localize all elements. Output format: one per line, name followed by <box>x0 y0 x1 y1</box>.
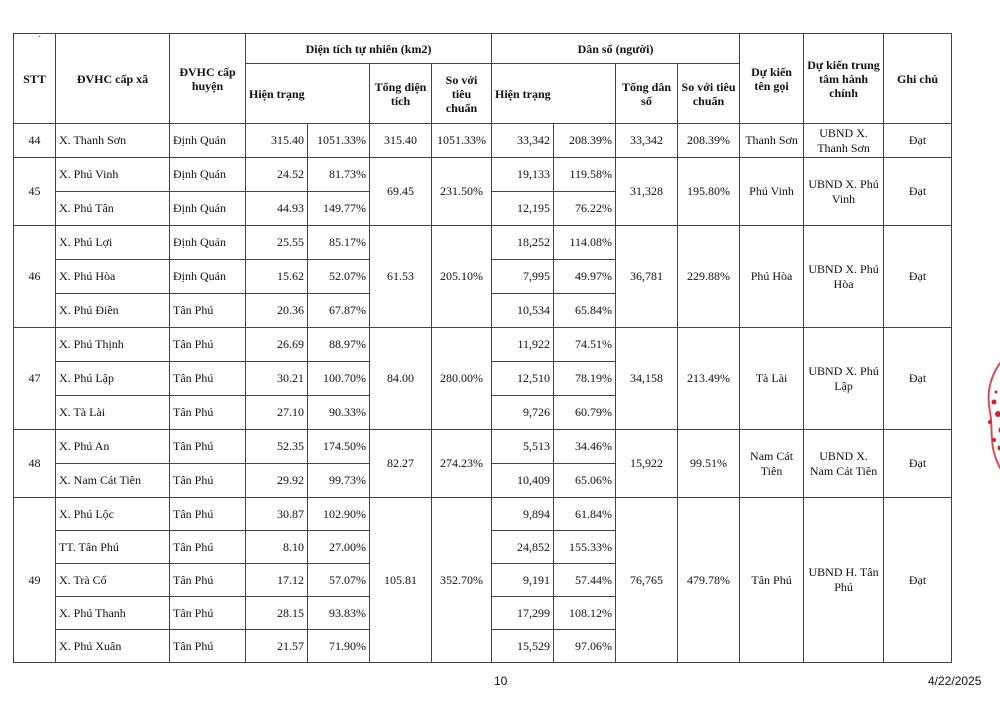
pop-total-pct-cell: 213.49% <box>678 328 740 430</box>
area-current-cell: 26.69 <box>246 328 308 362</box>
district-cell: Định Quán <box>170 226 246 260</box>
col-header-tong-dt: Tổng diện tích <box>370 64 432 124</box>
pop-pct-cell: 49.97% <box>554 260 616 294</box>
area-current-cell: 30.21 <box>246 362 308 396</box>
commune-cell: X. Phú Vinh <box>56 158 170 192</box>
note-cell: Đạt <box>884 328 952 430</box>
commune-cell: X. Phú An <box>56 430 170 464</box>
pop-current-cell: 17,299 <box>492 597 554 630</box>
pop-pct-cell: 208.39% <box>554 124 616 158</box>
stt-cell: 48 <box>14 430 56 498</box>
area-current-cell: 20.36 <box>246 294 308 328</box>
district-cell: Định Quán <box>170 158 246 192</box>
commune-cell: X. Phú Lập <box>56 362 170 396</box>
district-cell: Tân Phú <box>170 630 246 663</box>
district-cell: Tân Phú <box>170 430 246 464</box>
proposed-name-cell: Phú Vinh <box>740 158 804 226</box>
area-current-cell: 52.35 <box>246 430 308 464</box>
col-header-huyen: ĐVHC cấp huyện <box>170 34 246 124</box>
area-total-pct-cell: 1051.33% <box>432 124 492 158</box>
col-header-stt: STT <box>14 34 56 124</box>
area-current-cell: 8.10 <box>246 531 308 564</box>
pop-total-cell: 15,922 <box>616 430 678 498</box>
admin-center-cell: UBND X. Thanh Sơn <box>804 124 884 158</box>
table-body <box>14 124 952 663</box>
area-pct-cell: 90.33% <box>308 396 370 430</box>
area-current-cell: 28.15 <box>246 597 308 630</box>
area-pct-cell: 85.17% <box>308 226 370 260</box>
area-pct-cell: 81.73% <box>308 158 370 192</box>
col-header-ghi-chu: Ghi chú <box>884 34 952 124</box>
print-date: 4/22/2025 <box>928 674 982 688</box>
pop-current-cell: 11,922 <box>492 328 554 362</box>
pop-total-cell: 36,781 <box>616 226 678 328</box>
pop-total-cell: 34,158 <box>616 328 678 430</box>
pop-pct-cell: 76.22% <box>554 192 616 226</box>
pop-total-pct-cell: 208.39% <box>678 124 740 158</box>
commune-cell: X. Phú Lộc <box>56 498 170 531</box>
area-pct-cell: 174.50% <box>308 430 370 464</box>
note-cell: Đạt <box>884 226 952 328</box>
pop-current-cell: 18,252 <box>492 226 554 260</box>
area-pct-cell: 1051.33% <box>308 124 370 158</box>
commune-cell: X. Phú Thanh <box>56 597 170 630</box>
pop-current-cell: 33,342 <box>492 124 554 158</box>
stt-cell: 46 <box>14 226 56 328</box>
pop-current-cell: 9,894 <box>492 498 554 531</box>
pop-current-cell: 24,852 <box>492 531 554 564</box>
pop-pct-cell: 97.06% <box>554 630 616 663</box>
table-row <box>14 226 952 260</box>
area-total-pct-cell: 231.50% <box>432 158 492 226</box>
district-cell: Tân Phú <box>170 564 246 597</box>
col-header-danso: Dân số (người) <box>492 34 740 64</box>
pop-current-cell: 15,529 <box>492 630 554 663</box>
commune-cell: X. Tà Lài <box>56 396 170 430</box>
area-pct-cell: 52.07% <box>308 260 370 294</box>
pop-current-cell: 10,534 <box>492 294 554 328</box>
pop-total-cell: 31,328 <box>616 158 678 226</box>
area-current-cell: 24.52 <box>246 158 308 192</box>
district-cell: Tân Phú <box>170 531 246 564</box>
admin-center-cell: UBND X. Phú Vinh <box>804 158 884 226</box>
col-header-du-kien-ten: Dự kiến tên gọi <box>740 34 804 124</box>
col-header-xa: ĐVHC cấp xã <box>56 34 170 124</box>
area-total-pct-cell: 274.23% <box>432 430 492 498</box>
pop-current-cell: 9,191 <box>492 564 554 597</box>
area-total-cell: 105.81 <box>370 498 432 663</box>
table-row <box>14 124 952 158</box>
district-cell: Tân Phú <box>170 328 246 362</box>
table-row <box>14 498 952 531</box>
area-current-cell: 29.92 <box>246 464 308 498</box>
pop-total-cell: 76,765 <box>616 498 678 663</box>
pop-pct-cell: 65.84% <box>554 294 616 328</box>
pop-pct-cell: 61.84% <box>554 498 616 531</box>
area-pct-cell: 57.07% <box>308 564 370 597</box>
pop-pct-cell: 74.51% <box>554 328 616 362</box>
stt-cell: 45 <box>14 158 56 226</box>
area-total-pct-cell: 352.70% <box>432 498 492 663</box>
admin-center-cell: UBND X. Phú Hòa <box>804 226 884 328</box>
district-cell: Định Quán <box>170 192 246 226</box>
col-header-hien-trang-dt: Hiện trạng <box>246 64 370 124</box>
area-total-cell: 315.40 <box>370 124 432 158</box>
note-cell: Đạt <box>884 158 952 226</box>
pop-current-cell: 12,510 <box>492 362 554 396</box>
area-pct-cell: 149.77% <box>308 192 370 226</box>
area-total-pct-cell: 280.00% <box>432 328 492 430</box>
pop-total-cell: 33,342 <box>616 124 678 158</box>
area-pct-cell: 71.90% <box>308 630 370 663</box>
commune-cell: X. Trà Cổ <box>56 564 170 597</box>
pop-pct-cell: 155.33% <box>554 531 616 564</box>
district-cell: Tân Phú <box>170 498 246 531</box>
district-cell: Tân Phú <box>170 396 246 430</box>
area-total-cell: 69.45 <box>370 158 432 226</box>
area-pct-cell: 100.70% <box>308 362 370 396</box>
commune-cell: X. Nam Cát Tiên <box>56 464 170 498</box>
area-current-cell: 27.10 <box>246 396 308 430</box>
table-row <box>14 328 952 362</box>
district-cell: Tân Phú <box>170 294 246 328</box>
commune-cell: X. Phú Xuân <box>56 630 170 663</box>
area-pct-cell: 27.00% <box>308 531 370 564</box>
pop-current-cell: 19,133 <box>492 158 554 192</box>
proposed-name-cell: Nam Cát Tiên <box>740 430 804 498</box>
proposed-name-cell: Phú Hòa <box>740 226 804 328</box>
pop-pct-cell: 78.19% <box>554 362 616 396</box>
note-cell: Đạt <box>884 498 952 663</box>
col-header-so-voi-dt: So với tiêu chuẩn <box>432 64 492 124</box>
proposed-name-cell: Tà Lài <box>740 328 804 430</box>
area-pct-cell: 93.83% <box>308 597 370 630</box>
proposed-name-cell: Tân Phú <box>740 498 804 663</box>
area-pct-cell: 99.73% <box>308 464 370 498</box>
district-cell: Định Quán <box>170 124 246 158</box>
admin-unit-table-container <box>13 33 951 663</box>
pop-current-cell: 12,195 <box>492 192 554 226</box>
area-current-cell: 15.62 <box>246 260 308 294</box>
area-current-cell: 30.87 <box>246 498 308 531</box>
pop-pct-cell: 34.46% <box>554 430 616 464</box>
commune-cell: X. Phú Điền <box>56 294 170 328</box>
pop-current-cell: 5,513 <box>492 430 554 464</box>
district-cell: Tân Phú <box>170 464 246 498</box>
red-seal-stamp <box>968 352 1000 482</box>
area-total-pct-cell: 205.10% <box>432 226 492 328</box>
area-current-cell: 25.55 <box>246 226 308 260</box>
pop-total-pct-cell: 195.80% <box>678 158 740 226</box>
stt-cell: 49 <box>14 498 56 663</box>
table-row <box>14 158 952 192</box>
pop-pct-cell: 114.08% <box>554 226 616 260</box>
note-cell: Đạt <box>884 430 952 498</box>
admin-center-cell: UBND X. Nam Cát Tiên <box>804 430 884 498</box>
pop-pct-cell: 119.58% <box>554 158 616 192</box>
district-cell: Tân Phú <box>170 597 246 630</box>
area-total-cell: 61.53 <box>370 226 432 328</box>
area-total-cell: 82.27 <box>370 430 432 498</box>
page-number: 10 <box>494 674 508 688</box>
admin-center-cell: UBND H. Tân Phú <box>804 498 884 663</box>
pop-pct-cell: 57.44% <box>554 564 616 597</box>
district-cell: Định Quán <box>170 260 246 294</box>
col-header-dientich: Diện tích tự nhiên (km2) <box>246 34 492 64</box>
stt-cell: 47 <box>14 328 56 430</box>
commune-cell: X. Phú Hòa <box>56 260 170 294</box>
area-pct-cell: 102.90% <box>308 498 370 531</box>
pop-current-cell: 10,409 <box>492 464 554 498</box>
pop-current-cell: 7,995 <box>492 260 554 294</box>
admin-center-cell: UBND X. Phú Lập <box>804 328 884 430</box>
proposed-name-cell: Thanh Sơn <box>740 124 804 158</box>
area-pct-cell: 67.87% <box>308 294 370 328</box>
area-pct-cell: 88.97% <box>308 328 370 362</box>
note-cell: Đạt <box>884 124 952 158</box>
commune-cell: X. Phú Thịnh <box>56 328 170 362</box>
pop-total-pct-cell: 479.78% <box>678 498 740 663</box>
pop-total-pct-cell: 229.88% <box>678 226 740 328</box>
area-current-cell: 315.40 <box>246 124 308 158</box>
area-total-cell: 84.00 <box>370 328 432 430</box>
pop-total-pct-cell: 99.51% <box>678 430 740 498</box>
pop-current-cell: 9,726 <box>492 396 554 430</box>
pop-pct-cell: 108.12% <box>554 597 616 630</box>
commune-cell: X. Thanh Sơn <box>56 124 170 158</box>
col-header-tong-ds: Tổng dân số <box>616 64 678 124</box>
stt-cell: 44 <box>14 124 56 158</box>
col-header-du-kien-trung-tam: Dự kiến trung tâm hành chính <box>804 34 884 124</box>
district-cell: Tân Phú <box>170 362 246 396</box>
commune-cell: X. Phú Lợi <box>56 226 170 260</box>
area-current-cell: 44.93 <box>246 192 308 226</box>
pop-pct-cell: 65.06% <box>554 464 616 498</box>
area-current-cell: 17.12 <box>246 564 308 597</box>
area-current-cell: 21.57 <box>246 630 308 663</box>
pop-pct-cell: 60.79% <box>554 396 616 430</box>
scan-mark: · <box>38 32 42 43</box>
col-header-hien-trang-ds: Hiện trạng <box>492 64 616 124</box>
commune-cell: TT. Tân Phú <box>56 531 170 564</box>
admin-unit-table <box>13 33 952 663</box>
table-row <box>14 430 952 464</box>
commune-cell: X. Phú Tân <box>56 192 170 226</box>
col-header-so-voi-ds: So với tiêu chuẩn <box>678 64 740 124</box>
